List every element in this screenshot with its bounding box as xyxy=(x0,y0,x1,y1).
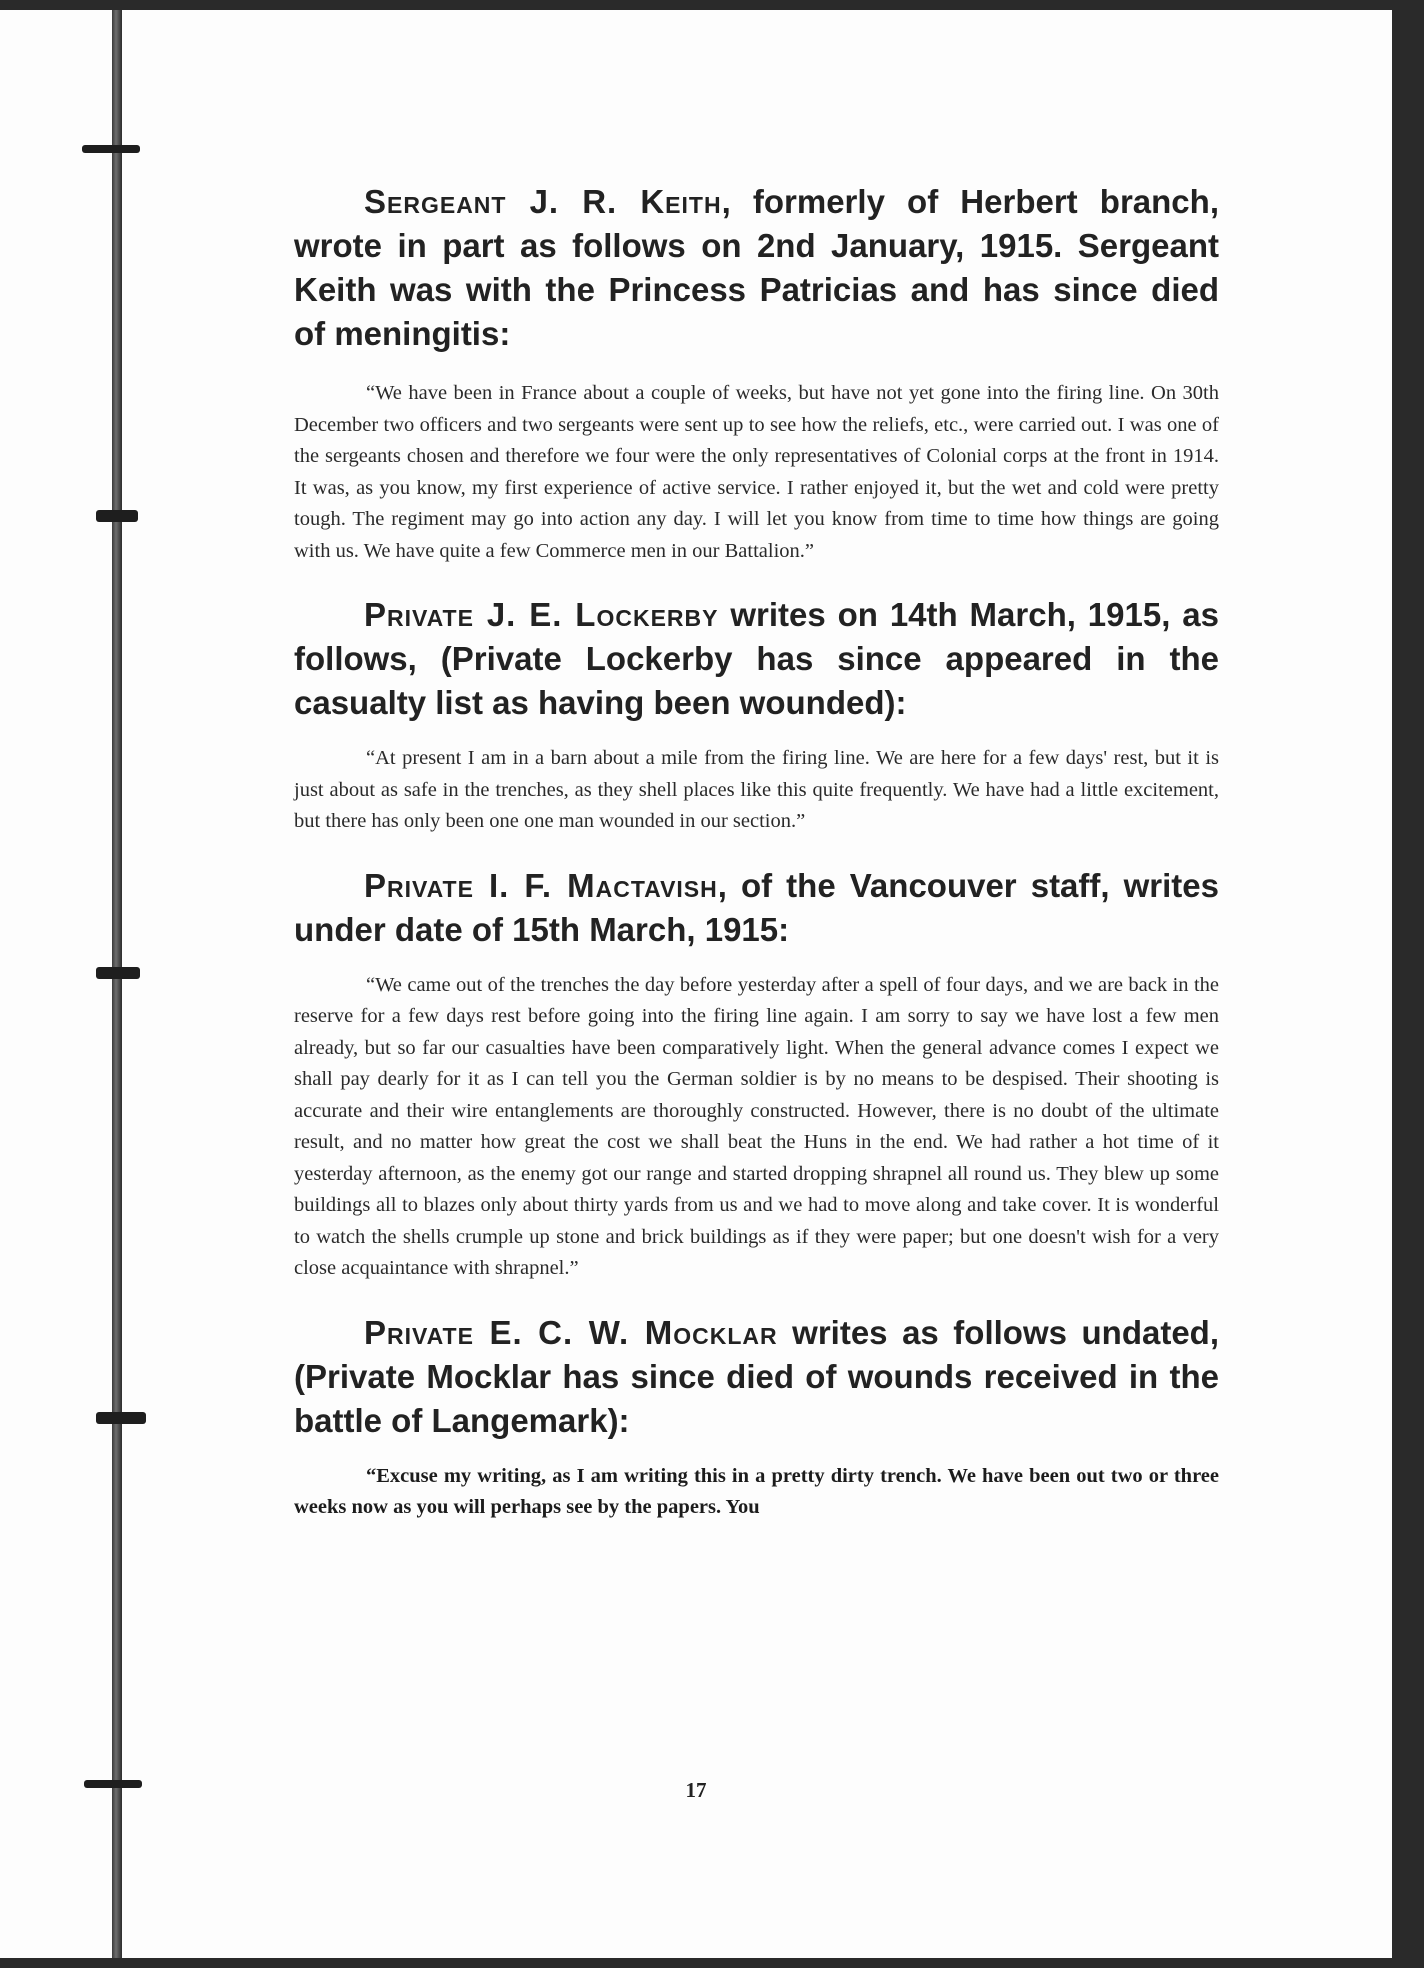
entry-letter: “At present I am in a barn about a mile from the firing line. We are here for a few days' rest, but it is just about as safe in the trenches, as they shell places like this quite frequently. We have had a little excitement, but there has only been one one man wounded in our section.” xyxy=(294,747,1219,832)
book-page xyxy=(0,10,1392,1958)
entry-heading xyxy=(294,180,1219,356)
entry-intro: , of the Vancouver staff, writes under date of 15th March, 1915: xyxy=(294,866,1219,948)
binding-stitch xyxy=(82,145,140,153)
entry-heading xyxy=(294,593,1219,725)
entry-letter: “Excuse my writing, as I am writing this in a pretty dirty trench. We have been out two or three weeks now as you will perhaps see by the papers. You xyxy=(294,1464,1219,1518)
entry-name: Private I. F. Mactavish xyxy=(364,866,718,904)
entry-letter: “We have been in France about a couple of weeks, but have not yet gone into the firing line. On 30th December two officers and two sergeants were sent up to see how the reliefs, etc., were carried out. I was one of the sergeants chosen and therefore we four were the only representatives of Colonial corps at the front in 1914. It was, as you know, my first experience of active service. I rather enjoyed it, but the wet and cold were pretty tough. The regiment may go into action any day. I will let you know from time to time how things are going with us. We have quite a few Commerce men in our Battalion.” xyxy=(294,382,1219,562)
binding-spine xyxy=(112,10,122,1958)
entry-intro: writes on 14th March, 1915, as follows, (Private Lockerby has since appeared in the casualty list as having been wounded): xyxy=(294,596,1219,721)
binding-stitch xyxy=(96,510,138,522)
entry-name: Private J. E. Lockerby xyxy=(364,596,719,633)
binding-stitch xyxy=(96,1412,146,1424)
entry-name: Private E. C. W. Mocklar xyxy=(364,1313,778,1351)
entry-intro: , formerly of Herbert branch, wrote in part as follows on 2nd January, 1915. Sergeant Keith was with the Princess Patricias and has since died of meningitis: xyxy=(294,183,1219,352)
page-number: 17 xyxy=(685,1778,707,1802)
entry-heading xyxy=(294,864,1219,952)
binding-stitch xyxy=(96,967,140,979)
entry-heading xyxy=(294,1311,1219,1443)
entry-letter: “We came out of the trenches the day before yesterday after a spell of four days, and we are back in the reserve for a few days rest before going into the firing line again. I am sorry to say we have lost a few men already, but so far our casualties have been comparatively light. When the general advance comes I expect we shall pay dearly for it as I can tell you the German soldier is by no means to be despised. Their shooting is accurate and their wire entanglements are thoroughly constructed. However, there is no doubt of the ultimate result, and no matter how great the cost we shall beat the Huns in the end. We had rather a hot time of it yesterday afternoon, as the enemy got our range and started dropping shrapnel all round us. They blew up some buildings all to blazes only about thirty yards from us and we had to move along and take cover. It is wonderful to watch the shells crumple up stone and brick buildings as if they were paper; but one doesn't wish for a very close acquaintance with shrapnel.” xyxy=(294,973,1219,1279)
entry-name: Sergeant J. R. Keith xyxy=(364,183,722,220)
entry-intro: writes as follows undated, (Private Mocklar has since died of wounds received in the battle of Langemark): xyxy=(294,1313,1219,1439)
page-body xyxy=(294,180,1219,1524)
